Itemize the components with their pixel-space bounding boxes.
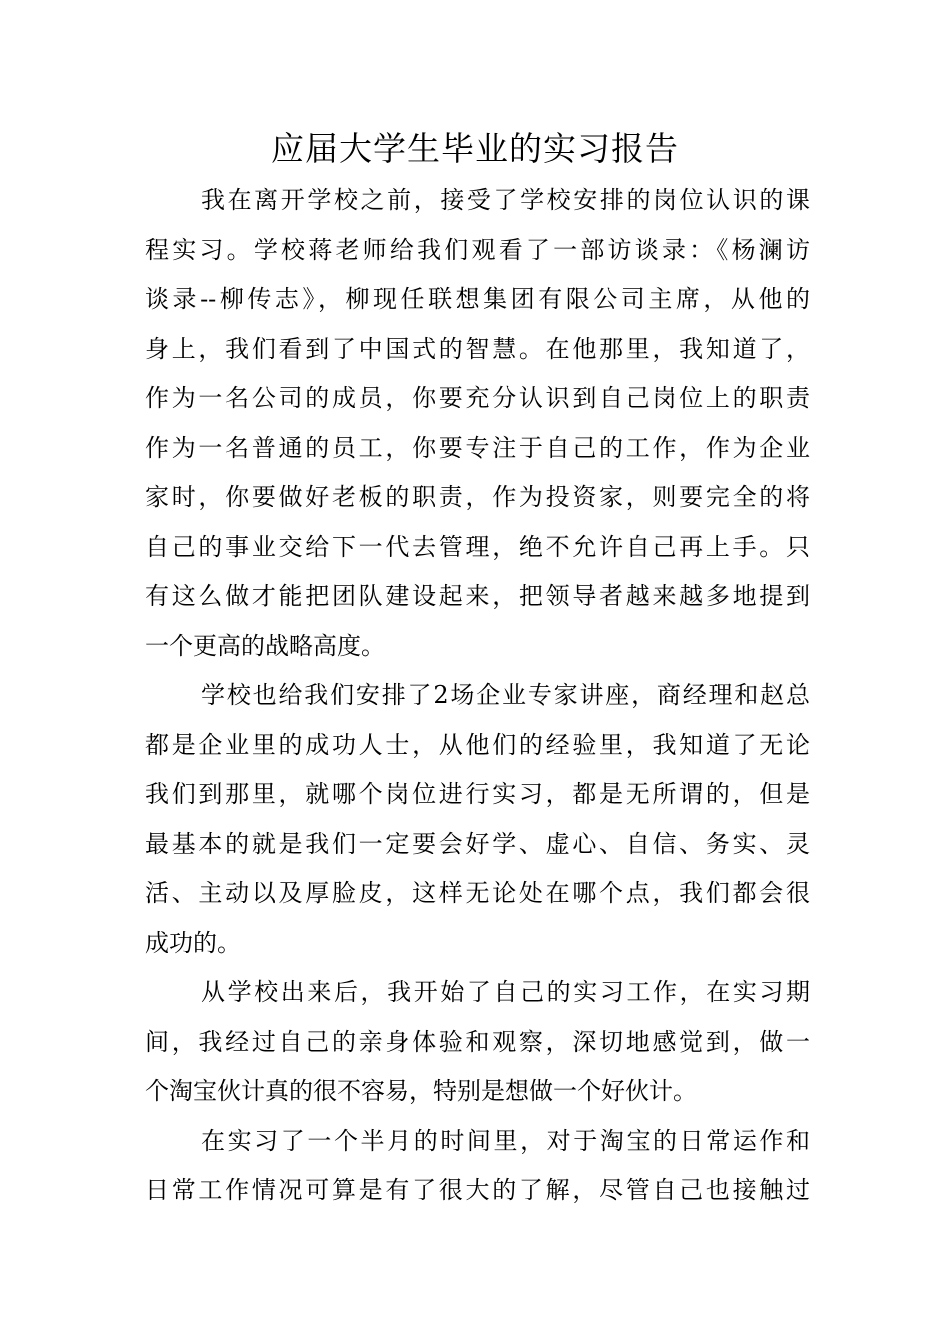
text-line: 有这么做才能把团队建设起来，把领导者越来越多地提到 bbox=[145, 582, 810, 610]
text-line: 在实习了一个半月的时间里，对于淘宝的日常运作和 bbox=[201, 1126, 810, 1155]
paragraph-1 bbox=[145, 176, 810, 671]
document-body bbox=[145, 176, 810, 1216]
text-line: 程实习。学校蒋老师给我们观看了一部访谈录：《杨澜访 bbox=[145, 235, 810, 264]
text-line: 个淘宝伙计真的很不容易，特别是想做一个好伙计。 bbox=[145, 1077, 697, 1105]
text-line: 成功的。 bbox=[145, 928, 241, 957]
text-line: 自己的事业交给下一代去管理，绝不允许自己再上手。只 bbox=[145, 532, 810, 561]
text-line: 我们到那里，就哪个岗位进行实习，都是无所谓的，但是 bbox=[145, 780, 810, 808]
paragraph-4 bbox=[145, 1117, 810, 1216]
text-line: 活、主动以及厚脸皮，这样无论处在哪个点，我们都会很 bbox=[145, 879, 810, 907]
text-line: 我在离开学校之前，接受了学校安排的岗位认识的课 bbox=[201, 186, 810, 214]
document-title: 应届大学生毕业的实习报告 bbox=[271, 129, 679, 168]
paragraph-2 bbox=[145, 671, 810, 968]
text-line: 都是企业里的成功人士，从他们的经验里，我知道了无论 bbox=[145, 730, 810, 759]
text-line: 作为一名普通的员工，你要专注于自己的工作，作为企业 bbox=[145, 433, 810, 462]
paragraph-3 bbox=[145, 968, 810, 1117]
text-line: 谈录--柳传志》，柳现任联想集团有限公司主席，从他的 bbox=[145, 285, 810, 313]
text-line: 学校也给我们安排了2场企业专家讲座，商经理和赵总 bbox=[201, 681, 810, 709]
text-line: 家时，你要做好老板的职责，作为投资家，则要完全的将 bbox=[145, 483, 810, 511]
text-line: 一个更高的战略高度。 bbox=[145, 631, 385, 660]
text-line: 日常工作情况可算是有了很大的了解，尽管自己也接触过 bbox=[145, 1176, 810, 1204]
text-line: 身上，我们看到了中国式的智慧。在他那里，我知道了， bbox=[145, 334, 810, 363]
text-line: 最基本的就是我们一定要会好学、虚心、自信、务实、灵 bbox=[145, 829, 810, 858]
text-line: 间，我经过自己的亲身体验和观察，深切地感觉到，做一 bbox=[145, 1027, 810, 1056]
text-line: 作为一名公司的成员，你要充分认识到自己岗位上的职责 bbox=[145, 384, 810, 412]
text-line: 从学校出来后，我开始了自己的实习工作，在实习期 bbox=[201, 978, 810, 1006]
